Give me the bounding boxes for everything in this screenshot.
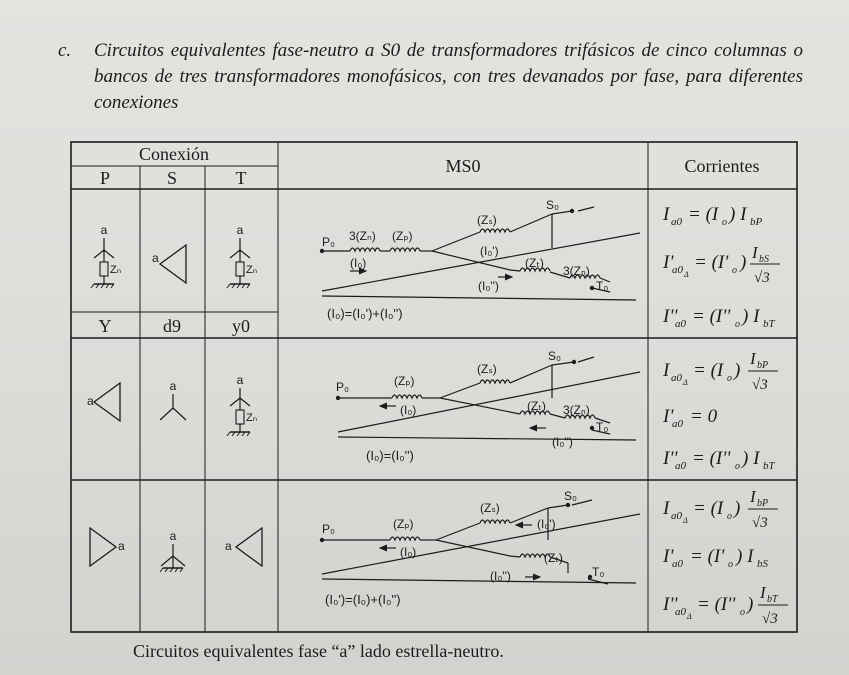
svg-text:a: a bbox=[225, 539, 232, 553]
row3-currents bbox=[662, 487, 788, 627]
row2-current-2 bbox=[662, 406, 718, 430]
svg-text:o: o bbox=[740, 607, 745, 618]
svg-text:I: I bbox=[752, 243, 758, 262]
svg-text:T₀: T₀ bbox=[596, 279, 609, 293]
row2-current-1 bbox=[662, 349, 778, 393]
svg-text:T₀: T₀ bbox=[596, 420, 609, 434]
svg-text:S₀: S₀ bbox=[548, 349, 561, 363]
svg-text:I'': I'' bbox=[663, 594, 678, 615]
svg-text:I': I' bbox=[663, 252, 674, 273]
svg-text:(Zₜ): (Zₜ) bbox=[527, 399, 546, 413]
svg-text:(Zₚ): (Zₚ) bbox=[392, 229, 413, 243]
row2-currents bbox=[662, 349, 778, 472]
svg-text:bS: bS bbox=[757, 558, 768, 570]
svg-text:= (I'': = (I'' bbox=[692, 448, 731, 469]
svg-text:a0: a0 bbox=[672, 558, 683, 570]
svg-text:= (I'': = (I'' bbox=[692, 306, 731, 327]
row1-current-1 bbox=[662, 204, 763, 228]
header-ms0: MS0 bbox=[445, 156, 481, 176]
svg-text:a0: a0 bbox=[675, 318, 686, 330]
svg-text:): ) bbox=[740, 252, 747, 273]
svg-text:(Zₛ): (Zₛ) bbox=[480, 501, 500, 515]
svg-text:a0: a0 bbox=[672, 418, 683, 430]
svg-text:I: I bbox=[750, 349, 756, 368]
svg-text:I: I bbox=[750, 487, 756, 506]
svg-text:bS: bS bbox=[759, 254, 769, 265]
svg-text:= 0: = 0 bbox=[690, 406, 718, 427]
svg-text:S₀: S₀ bbox=[546, 198, 559, 212]
svg-text:I: I bbox=[663, 204, 670, 225]
svg-text:(I₀)=(I₀')+(I₀''): (I₀)=(I₀')+(I₀'') bbox=[327, 306, 403, 321]
svg-text:S₀: S₀ bbox=[564, 489, 577, 503]
svg-text:√3: √3 bbox=[752, 515, 768, 531]
svg-text:3(Zₙ): 3(Zₙ) bbox=[349, 229, 376, 243]
header-s: S bbox=[166, 168, 178, 188]
svg-text:a0: a0 bbox=[671, 510, 682, 522]
row1-primary-symbol bbox=[91, 223, 121, 288]
svg-text:I': I' bbox=[663, 406, 674, 427]
svg-text:Zₙ: Zₙ bbox=[246, 412, 258, 424]
svg-text:I: I bbox=[760, 583, 766, 602]
svg-text:P₀: P₀ bbox=[336, 380, 349, 394]
row1-current-2 bbox=[662, 243, 780, 286]
svg-text:bT: bT bbox=[763, 460, 775, 472]
svg-text:Δ: Δ bbox=[687, 612, 692, 621]
svg-text:(Zₜ): (Zₜ) bbox=[525, 256, 544, 270]
row1-currents bbox=[662, 204, 780, 330]
svg-text:a0: a0 bbox=[671, 216, 682, 228]
header-conexion: Conexión bbox=[139, 144, 209, 164]
row2-secondary-symbol bbox=[160, 379, 186, 420]
row3-secondary-symbol bbox=[160, 529, 185, 572]
svg-text:a: a bbox=[236, 373, 244, 387]
svg-text:√3: √3 bbox=[754, 270, 770, 286]
row3-primary-symbol bbox=[90, 528, 125, 566]
svg-text:T₀: T₀ bbox=[592, 565, 605, 579]
svg-text:(Zₛ): (Zₛ) bbox=[477, 362, 497, 376]
svg-text:a: a bbox=[169, 379, 177, 393]
svg-text:o: o bbox=[732, 265, 737, 276]
row3-circuit-labels bbox=[322, 489, 604, 607]
svg-text:): ) bbox=[734, 498, 741, 519]
row2-current-3 bbox=[662, 448, 776, 472]
header-t: T bbox=[235, 168, 247, 188]
svg-text:a: a bbox=[236, 223, 244, 237]
svg-text:Zₙ: Zₙ bbox=[246, 264, 258, 276]
row2-primary-symbol bbox=[87, 383, 120, 421]
svg-text:bP: bP bbox=[757, 498, 769, 509]
svg-text:(I₀')=(I₀)+(I₀''): (I₀')=(I₀)+(I₀'') bbox=[325, 592, 401, 607]
row3-current-3 bbox=[662, 583, 788, 627]
svg-text:I: I bbox=[663, 498, 670, 519]
svg-text:I': I' bbox=[663, 546, 674, 567]
svg-text:P₀: P₀ bbox=[322, 235, 335, 249]
svg-text:a: a bbox=[152, 251, 159, 265]
svg-text:I'': I'' bbox=[663, 306, 678, 327]
svg-text:P₀: P₀ bbox=[322, 522, 335, 536]
svg-text:3(Zₙ): 3(Zₙ) bbox=[563, 403, 590, 417]
svg-text:a0: a0 bbox=[675, 460, 686, 472]
svg-text:(Zₜ): (Zₜ) bbox=[544, 551, 563, 565]
svg-text:) I: ) I bbox=[736, 546, 754, 567]
svg-text:o: o bbox=[722, 217, 727, 228]
svg-text:(I₀): (I₀) bbox=[350, 256, 367, 270]
svg-text:Zₙ: Zₙ bbox=[110, 264, 122, 276]
row1-current-3 bbox=[662, 306, 776, 330]
header-p: P bbox=[99, 168, 111, 188]
svg-text:a0: a0 bbox=[675, 606, 686, 618]
svg-text:(I₀'): (I₀') bbox=[537, 517, 556, 531]
svg-text:) I: ) I bbox=[742, 306, 760, 327]
svg-text:a: a bbox=[169, 529, 177, 543]
svg-text:o: o bbox=[735, 319, 740, 330]
svg-text:I'': I'' bbox=[663, 448, 678, 469]
svg-text:Δ: Δ bbox=[683, 378, 688, 387]
svg-text:(I₀''): (I₀'') bbox=[490, 569, 511, 583]
svg-text:= (I: = (I bbox=[693, 360, 724, 381]
section-letter: c. bbox=[58, 40, 72, 61]
row1-secondary-symbol bbox=[152, 245, 186, 283]
svg-text:bT: bT bbox=[763, 318, 775, 330]
svg-text:(I₀'): (I₀') bbox=[480, 244, 499, 258]
svg-text:a: a bbox=[100, 223, 108, 237]
svg-text:o: o bbox=[727, 511, 732, 522]
svg-text:) I: ) I bbox=[729, 204, 747, 225]
row1-conn-t: y0 bbox=[232, 316, 250, 336]
svg-text:(I₀): (I₀) bbox=[400, 403, 417, 417]
svg-text:= (I: = (I bbox=[693, 498, 724, 519]
svg-text:3(Zₙ): 3(Zₙ) bbox=[563, 264, 590, 278]
svg-text:bP: bP bbox=[750, 216, 763, 228]
row1-conn-s: d9 bbox=[163, 316, 181, 336]
svg-text:(Zₛ): (Zₛ) bbox=[477, 213, 497, 227]
svg-text:(I₀''): (I₀'') bbox=[478, 279, 499, 293]
svg-text:bT: bT bbox=[767, 594, 778, 605]
row2-circuit-labels bbox=[336, 349, 608, 463]
svg-text:= (I: = (I bbox=[688, 204, 719, 225]
row1-tertiary-symbol bbox=[227, 223, 257, 288]
header-corrientes: Corrientes bbox=[684, 156, 760, 176]
svg-text:Δ: Δ bbox=[683, 516, 688, 525]
svg-text:o: o bbox=[728, 559, 733, 570]
svg-text:) I: ) I bbox=[742, 448, 760, 469]
row3-current-1 bbox=[662, 487, 778, 531]
svg-text:): ) bbox=[747, 594, 754, 615]
svg-text:= (I': = (I' bbox=[690, 546, 725, 567]
svg-text:√3: √3 bbox=[752, 377, 768, 393]
svg-text:a0: a0 bbox=[672, 264, 683, 276]
svg-text:(Zₚ): (Zₚ) bbox=[393, 517, 414, 531]
svg-text:I: I bbox=[663, 360, 670, 381]
svg-text:(I₀''): (I₀'') bbox=[552, 435, 573, 449]
svg-text:bP: bP bbox=[757, 360, 769, 371]
svg-text:a: a bbox=[87, 394, 94, 408]
table-caption: Circuitos equivalentes fase “a” lado estrella-neutro. bbox=[133, 641, 504, 661]
svg-text:a: a bbox=[118, 539, 125, 553]
svg-text:(I₀)=(I₀''): (I₀)=(I₀'') bbox=[366, 448, 414, 463]
svg-text:(Zₚ): (Zₚ) bbox=[394, 374, 415, 388]
svg-text:= (I': = (I' bbox=[694, 252, 729, 273]
svg-text:= (I'': = (I'' bbox=[697, 594, 736, 615]
row2-tertiary-symbol bbox=[227, 373, 257, 436]
svg-text:o: o bbox=[727, 373, 732, 384]
svg-text:(I₀): (I₀) bbox=[400, 545, 417, 559]
svg-text:Δ: Δ bbox=[684, 270, 689, 279]
svg-text:a0: a0 bbox=[671, 372, 682, 384]
row3-current-2 bbox=[662, 546, 769, 570]
row1-conn-p: Y bbox=[98, 316, 112, 336]
svg-text:√3: √3 bbox=[762, 611, 778, 627]
svg-text:o: o bbox=[735, 461, 740, 472]
svg-text:): ) bbox=[734, 360, 741, 381]
row3-tertiary-symbol bbox=[225, 528, 262, 566]
section-title: Circuitos equivalentes fase-neutro a S0 de transformadores trifásicos de cinco columnas o bancos de tres transformadores monofásicos, con tres devanados por fase, para diferentes conexiones bbox=[94, 40, 803, 113]
